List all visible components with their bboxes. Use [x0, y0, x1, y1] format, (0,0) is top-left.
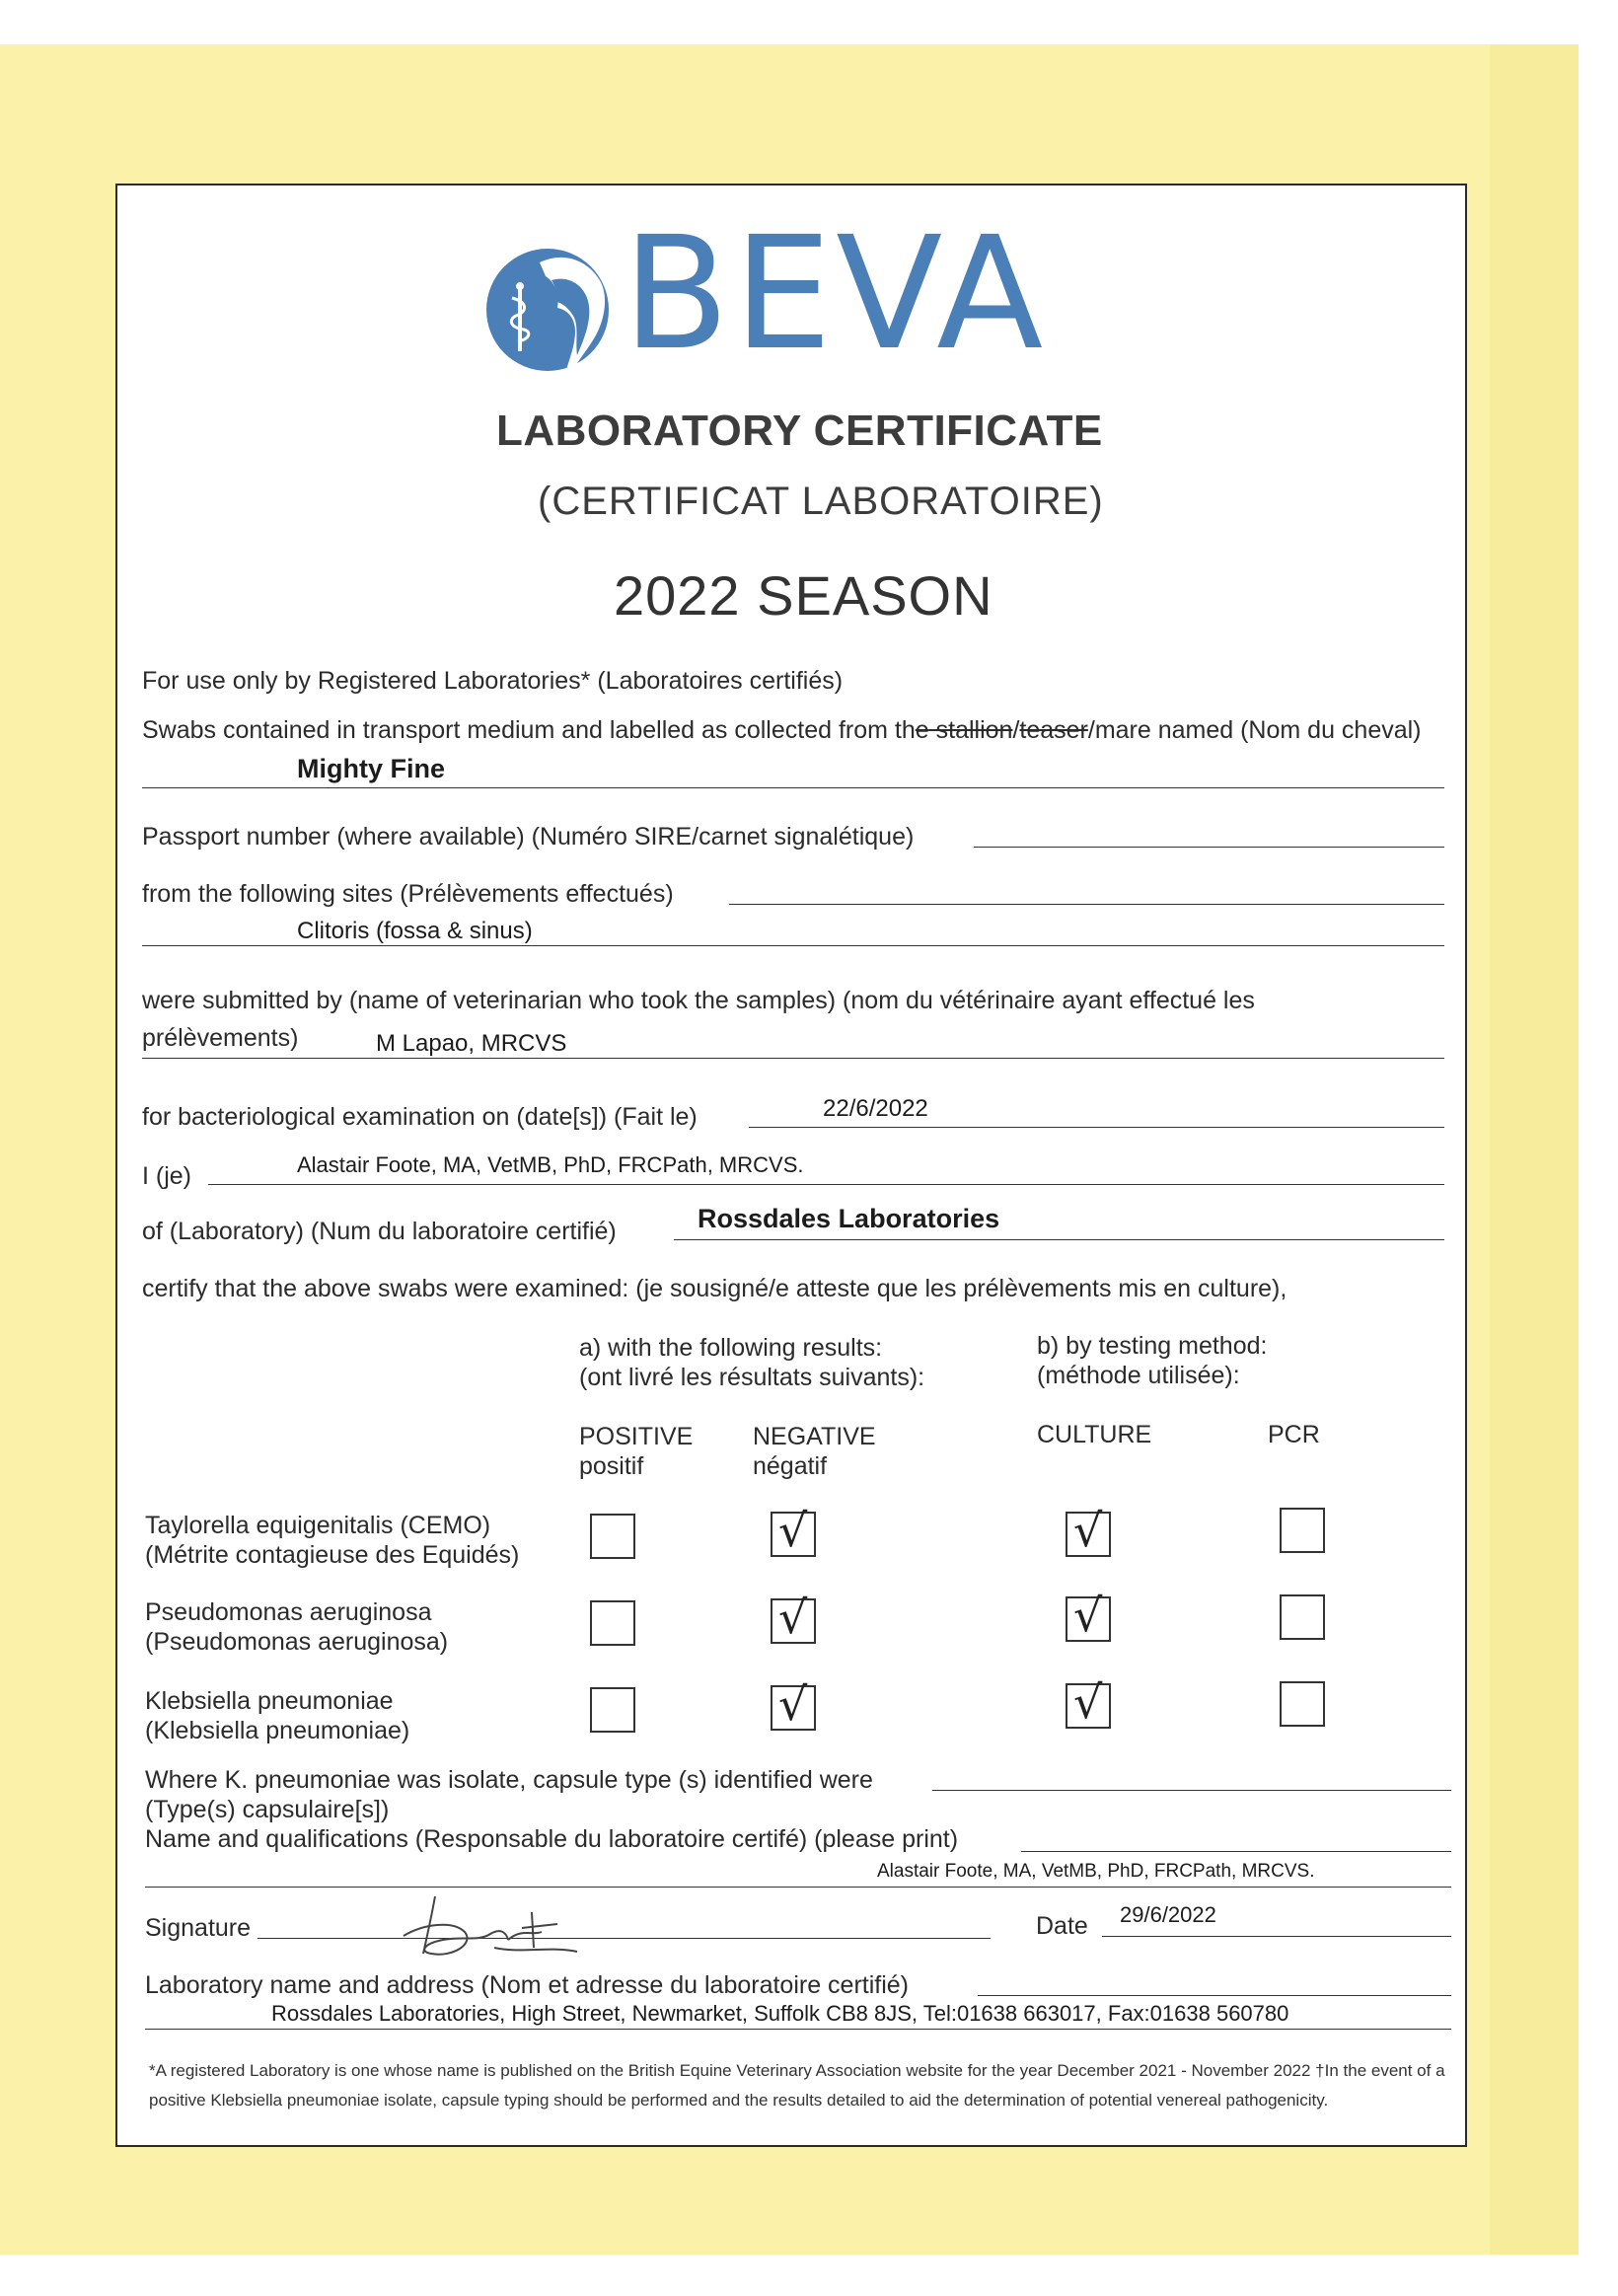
- signature-line: [257, 1938, 991, 1939]
- row-1-name-fr: (Métrite contagieuse des Equidés): [145, 1541, 520, 1569]
- date-label: Date: [1036, 1912, 1088, 1940]
- checkmark-icon: √: [1073, 1675, 1103, 1729]
- struck-e: e: [915, 716, 929, 744]
- row-3-culture-checkbox[interactable]: [1066, 1675, 1111, 1729]
- row-3-negative-checkbox[interactable]: [771, 1677, 816, 1731]
- lab-name-value: Rossdales Laboratories: [698, 1204, 1000, 1233]
- row-3-pcr-checkbox[interactable]: [1280, 1681, 1325, 1727]
- sites-label: from the following sites (Prélèvements effectués): [142, 880, 674, 908]
- checkmark-icon: √: [778, 1591, 808, 1644]
- row-3-positive-checkbox[interactable]: [590, 1687, 635, 1733]
- row-1-culture-checkbox[interactable]: [1066, 1504, 1111, 1557]
- responsible-line-1: [1021, 1851, 1451, 1852]
- positive-header-fr: positif: [579, 1452, 644, 1480]
- intro-text: For use only by Registered Laboratories* (Laboratoires certifiés): [142, 667, 844, 695]
- beva-logo-text: BEVA: [623, 203, 1048, 385]
- method-heading-1: b) by testing method:: [1037, 1332, 1268, 1360]
- row-1-name: Taylorella equigenitalis (CEMO): [145, 1512, 491, 1539]
- address-line-1: [978, 1995, 1451, 1996]
- row-2-name: Pseudomonas aeruginosa: [145, 1598, 432, 1626]
- exam-date-value: 22/6/2022: [823, 1095, 928, 1122]
- struck-stallion: stallion: [928, 716, 1013, 744]
- address-line-2: [145, 2029, 1451, 2030]
- paper-edge: [1490, 44, 1579, 2255]
- i-label: I (je): [142, 1162, 191, 1190]
- submitted-label-line2: prélèvements): [142, 1024, 299, 1052]
- capsule-label-1: Where K. pneumoniae was isolate, capsule type (s) identified were: [145, 1766, 873, 1794]
- responsible-line-2: [145, 1887, 1451, 1888]
- struck-teaser: teaser: [1019, 716, 1088, 744]
- certificate-subtitle: (CERTIFICAT LABORATOIRE): [538, 480, 1104, 523]
- swabs-label: Swabs contained in transport medium and labelled as collected from the stallion/teaser/mare named (Nom du cheval): [142, 716, 1422, 744]
- submitted-label-line1: were submitted by (name of veterinarian who took the samples) (nom du vétérinaire ayant effectué les: [142, 987, 1255, 1014]
- certificate-frame: [115, 184, 1467, 2147]
- sites-line-2: [142, 945, 1444, 946]
- positive-header: POSITIVE: [579, 1423, 694, 1450]
- row-3-name: Klebsiella pneumoniae: [145, 1687, 394, 1715]
- address-label: Laboratory name and address (Nom et adresse du laboratoire certifié): [145, 1971, 910, 1999]
- sign-date-value: 29/6/2022: [1120, 1902, 1216, 1927]
- footnote: *A registered Laboratory is one whose name is published on the British Equine Veterinary Association website for the year December 2021 - November 2022 †In the event of a positive Klebsiella pneumoniae isolate, capsule typing should be performed and the results detailed to aid the determination of potential venereal pathogenicity.: [149, 2061, 1445, 2110]
- row-1-pcr-checkbox[interactable]: [1280, 1508, 1325, 1553]
- capsule-label-2: (Type(s) capsulaire[s]): [145, 1796, 390, 1823]
- vet-name-value: M Lapao, MRCVS: [376, 1030, 567, 1057]
- checkmark-icon: √: [778, 1677, 808, 1731]
- pcr-header: PCR: [1268, 1421, 1320, 1448]
- row-2-name-fr: (Pseudomonas aeruginosa): [145, 1628, 449, 1656]
- sites-line-1: [729, 904, 1444, 905]
- passport-line: [974, 847, 1444, 848]
- certify-text: certify that the above swabs were examined: (je sousigné/e atteste que les prélèvements mis en culture),: [142, 1275, 1287, 1302]
- lab-label: of (Laboratory) (Num du laboratoire certifié): [142, 1218, 617, 1245]
- checkmark-icon: √: [778, 1504, 808, 1557]
- negative-header: NEGATIVE: [753, 1423, 876, 1450]
- certificate-title: LABORATORY CERTIFICATE: [496, 407, 1103, 455]
- row-2-negative-checkbox[interactable]: [771, 1591, 816, 1644]
- row-1-positive-checkbox[interactable]: [590, 1514, 635, 1559]
- results-heading-2: (ont livré les résultats suivants):: [579, 1364, 925, 1391]
- exam-date-line: [749, 1127, 1444, 1128]
- method-heading-2: (méthode utilisée):: [1037, 1362, 1240, 1389]
- responsible-label: Name and qualifications (Responsable du laboratoire certifé) (please print): [145, 1825, 959, 1853]
- address-value: Rossdales Laboratories, High Street, Newmarket, Suffolk CB8 8JS, Tel:01638 663017, Fax:01638 560780: [271, 2001, 1289, 2026]
- horse-caduceus-logo-icon: [480, 233, 619, 381]
- passport-label: Passport number (where available) (Numéro SIRE/carnet signalétique): [142, 823, 915, 851]
- row-1-negative-checkbox[interactable]: [771, 1504, 816, 1557]
- negative-header-fr: négatif: [753, 1452, 828, 1480]
- culture-header: CULTURE: [1037, 1421, 1152, 1448]
- checkmark-icon: √: [1073, 1589, 1103, 1642]
- horse-name-line: [142, 787, 1444, 788]
- signature-scribble: [384, 1889, 621, 1967]
- results-heading-1: a) with the following results:: [579, 1334, 883, 1362]
- row-2-positive-checkbox[interactable]: [590, 1600, 635, 1646]
- capsule-line: [932, 1790, 1451, 1791]
- row-2-pcr-checkbox[interactable]: [1280, 1594, 1325, 1640]
- date-line: [1102, 1936, 1451, 1937]
- horse-name-value: Mighty Fine: [297, 754, 445, 783]
- season-heading: 2022 SEASON: [614, 564, 993, 627]
- row-3-name-fr: (Klebsiella pneumoniae): [145, 1717, 410, 1744]
- row-2-culture-checkbox[interactable]: [1066, 1589, 1111, 1642]
- responsible-name-value: Alastair Foote, MA, VetMB, PhD, FRCPath, MRCVS.: [877, 1861, 1315, 1882]
- sites-value: Clitoris (fossa & sinus): [297, 918, 533, 944]
- checkmark-icon: √: [1073, 1504, 1103, 1557]
- i-name-line: [208, 1184, 1444, 1185]
- lab-name-line: [674, 1239, 1444, 1240]
- vet-line: [142, 1058, 1444, 1059]
- signature-label: Signature: [145, 1914, 252, 1942]
- exam-label: for bacteriological examination on (date[s]) (Fait le): [142, 1103, 698, 1131]
- i-name-value: Alastair Foote, MA, VetMB, PhD, FRCPath, MRCVS.: [297, 1152, 804, 1177]
